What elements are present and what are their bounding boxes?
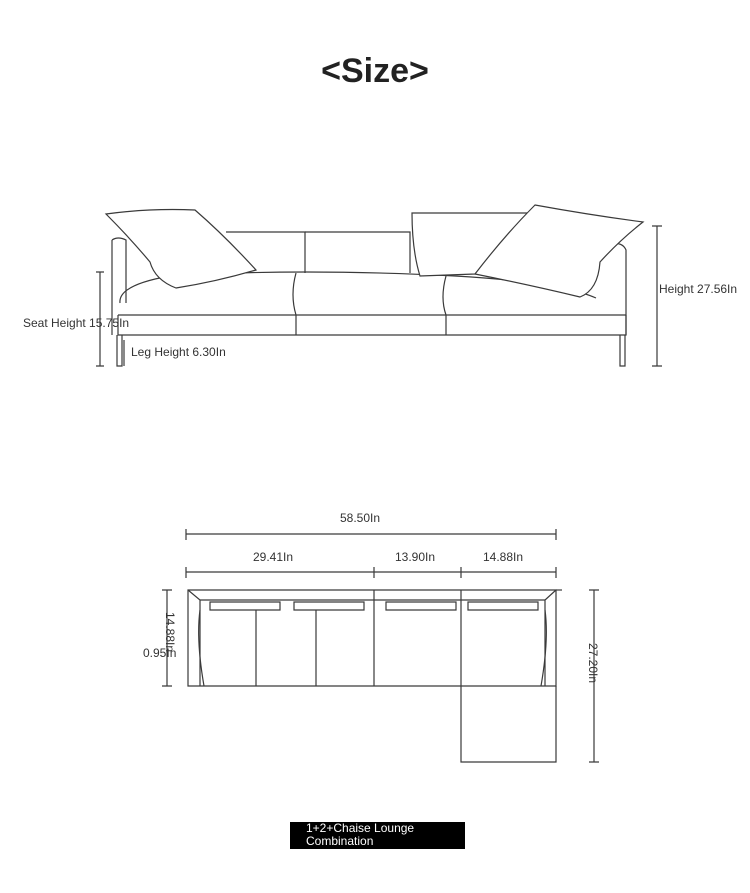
caption-line-2: Combination bbox=[306, 834, 374, 848]
depth-b-label: 0.95In bbox=[143, 646, 177, 660]
caption-line-1: 1+2+Chaise Lounge bbox=[306, 821, 415, 835]
page-title: <Size> bbox=[321, 52, 429, 90]
seg-2-width-label: 13.90In bbox=[395, 550, 436, 564]
leg-height-label: Leg Height 6.30In bbox=[131, 345, 226, 359]
sofa-top-view bbox=[162, 529, 599, 762]
depth-a-label: 14.88In bbox=[163, 612, 177, 653]
height-label: Height 27.56In bbox=[659, 282, 738, 296]
seg-3-width-label: 14.88In bbox=[483, 550, 524, 564]
caption-banner bbox=[290, 822, 465, 849]
sofa-side-view bbox=[96, 205, 662, 366]
seat-height-label: Seat Height 15.75In bbox=[23, 316, 130, 330]
seg-1-width-label: 29.41In bbox=[253, 550, 294, 564]
chaise-depth-label: 27.20In bbox=[586, 643, 600, 684]
total-width-label: 58.50In bbox=[340, 511, 381, 525]
